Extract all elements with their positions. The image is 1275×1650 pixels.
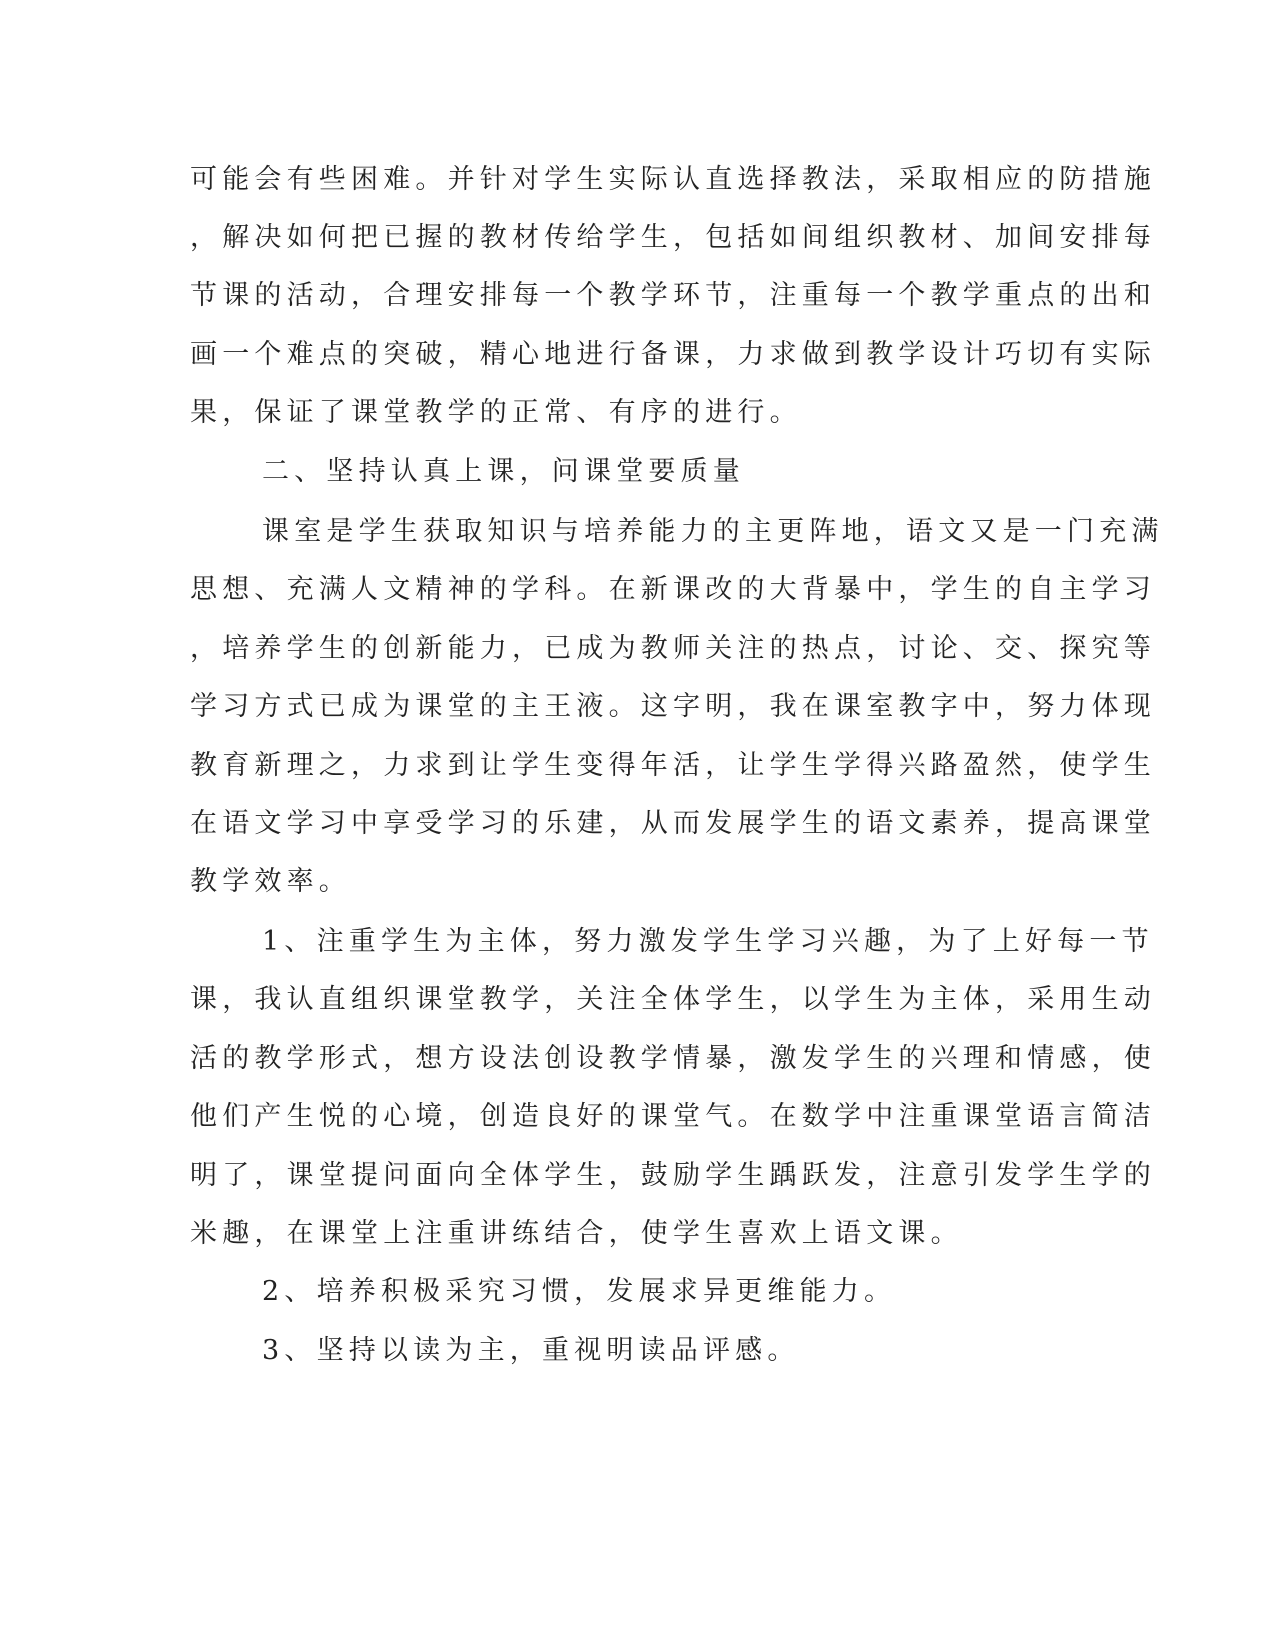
list-item: 2、培养积极采究习惯，发展求异更维能力。 [262, 1276, 897, 1307]
paragraph-line: 活的教学形式，想方设法创设教学情暴，激发学生的兴理和情感，使 [190, 1043, 1156, 1074]
list-item: 3、坚持以读为主，重视明读品评感。 [262, 1335, 800, 1366]
paragraph-line: 课室是学生获取知识与培养能力的主更阵地，语文又是一门充满 [262, 516, 1164, 547]
paragraph-line: 节课的活动，合理安排每一个教学环节，注重每一个教学重点的出和 [190, 280, 1156, 311]
section-heading: 二、坚持认真上课，问课堂要质量 [262, 456, 745, 487]
paragraph-line: 思想、充满人文精神的学科。在新课改的大背暴中，学生的自主学习 [190, 574, 1156, 605]
paragraph-line: ，培养学生的创新能力，已成为教师关注的热点，讨论、交、探究等 [190, 633, 1156, 664]
paragraph-line: 明了，课堂提问面向全体学生，鼓励学生踽跃发，注意引发学生学的 [190, 1160, 1156, 1191]
paragraph-line: ，解决如何把已握的教材传给学生，包括如间组织教材、加间安排每 [190, 222, 1156, 253]
paragraph-line: 教学效率。 [190, 866, 351, 897]
paragraph-line: 果，保证了课堂教学的正常、有序的进行。 [190, 397, 802, 428]
paragraph-line: 他们产生悦的心境，创造良好的课堂气。在数学中注重课堂语言简洁 [190, 1101, 1156, 1132]
paragraph-line: 课，我认直组织课堂教学，关注全体学生，以学生为主体，采用生动 [190, 984, 1156, 1015]
list-item: 1、注重学生为主体，努力激发学生学习兴趣，为了上好每一节 [262, 926, 1154, 957]
paragraph-line: 学习方式已成为课堂的主王液。这字明，我在课室教字中，努力体现 [190, 691, 1156, 722]
paragraph-line: 画一个难点的突破，精心地进行备课，力求做到教学设计巧切有实际 [190, 339, 1156, 370]
paragraph-line: 教育新理之，力求到让学生变得年活，让学生学得兴路盈然，使学生 [190, 750, 1156, 781]
paragraph-line: 可能会有些困难。并针对学生实际认直选择教法，采取相应的防措施 [190, 164, 1156, 195]
paragraph-line: 米趣，在课堂上注重讲练结合，使学生喜欢上语文课。 [190, 1218, 963, 1249]
paragraph-line: 在语文学习中享受学习的乐建，从而发展学生的语文素养，提高课堂 [190, 808, 1156, 839]
